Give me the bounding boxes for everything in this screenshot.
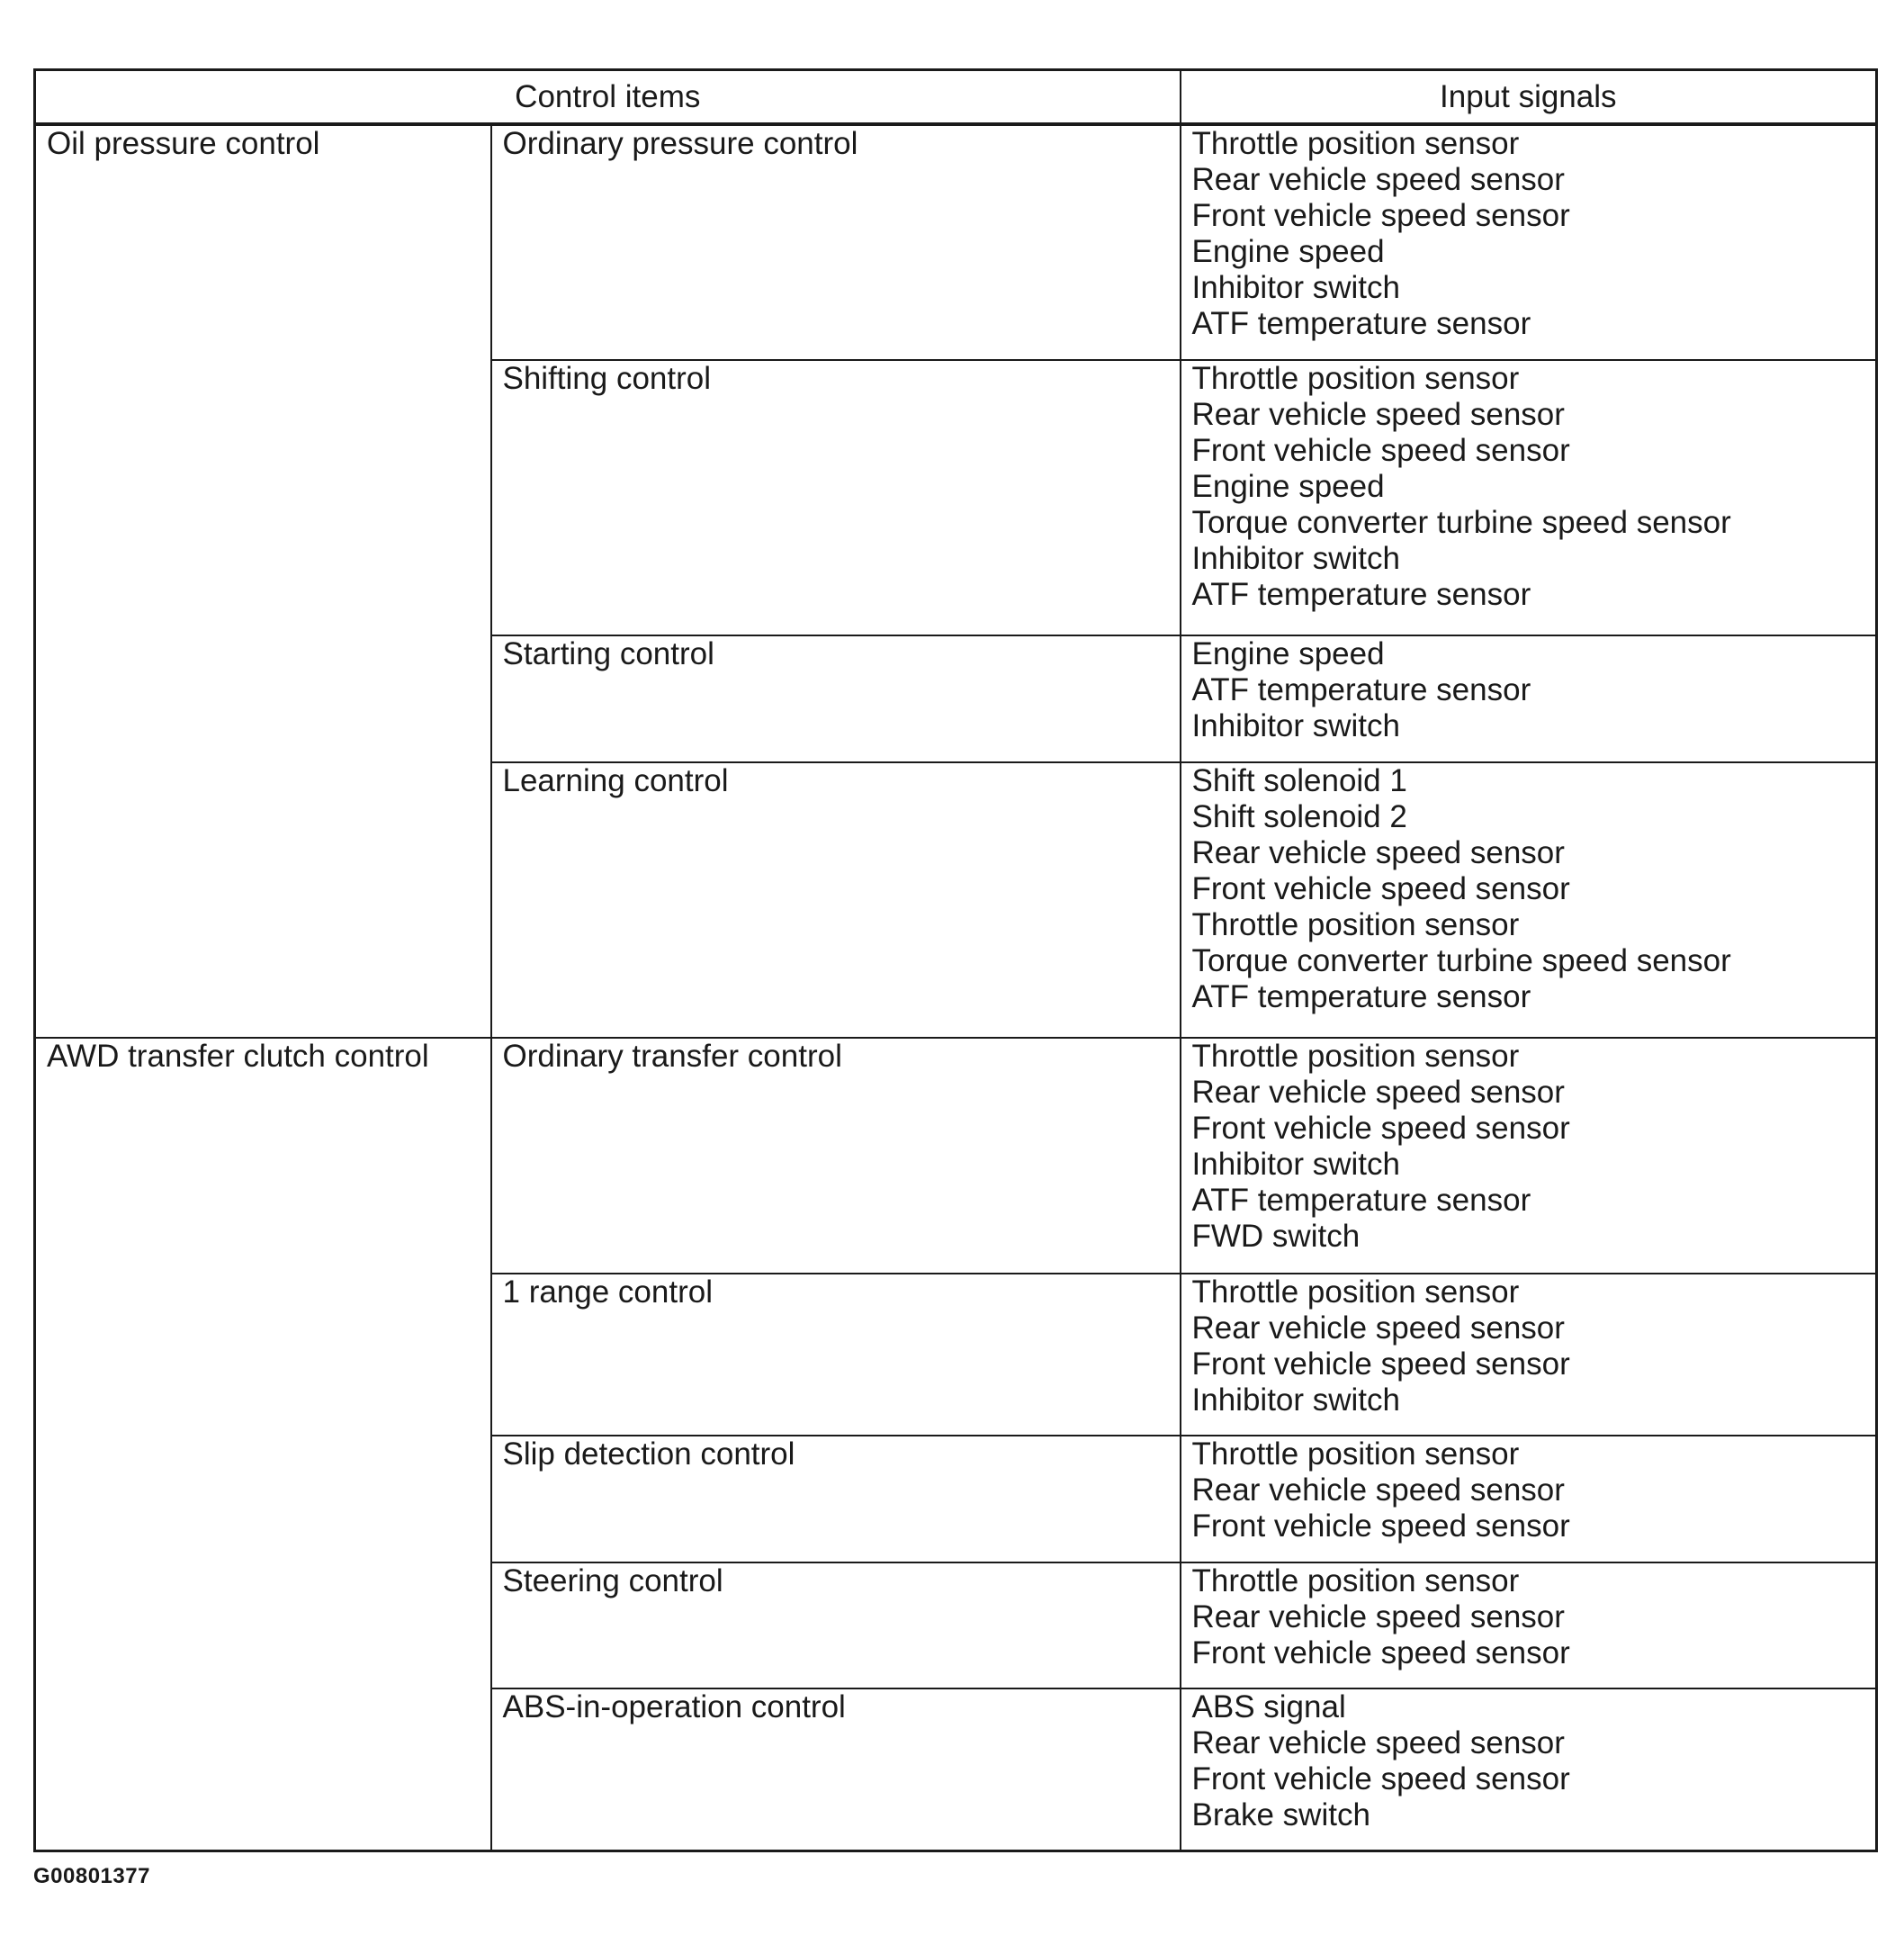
- input-signals-cell: [1181, 360, 1877, 635]
- control-signals-table: [33, 68, 1878, 1852]
- input-signals-cell: [1181, 762, 1877, 1038]
- input-signal: Throttle position sensor: [1191, 1563, 1520, 1598]
- table-row: [35, 1038, 1877, 1274]
- control-item-cell: Slip detection control: [491, 1436, 1181, 1562]
- input-signal: Engine speed: [1191, 234, 1385, 269]
- input-signal: Throttle position sensor: [1191, 1274, 1520, 1310]
- control-group-cell: Oil pressure control: [35, 124, 491, 1038]
- input-signals-cell: [1181, 635, 1877, 762]
- input-signals-cell: [1181, 1436, 1877, 1562]
- input-signal: ATF temperature sensor: [1191, 577, 1531, 612]
- control-item-cell: Starting control: [491, 635, 1181, 762]
- control-item-cell: Ordinary pressure control: [491, 124, 1181, 360]
- input-signal: Front vehicle speed sensor: [1191, 1346, 1570, 1382]
- input-signal: ATF temperature sensor: [1191, 1183, 1531, 1218]
- table-body: [35, 124, 1877, 1850]
- input-signal: Rear vehicle speed sensor: [1191, 397, 1565, 432]
- input-signals-cell: [1181, 1274, 1877, 1436]
- input-signal: Throttle position sensor: [1191, 1039, 1520, 1074]
- input-signal: Engine speed: [1191, 469, 1385, 504]
- input-signal: Shift solenoid 1: [1191, 763, 1407, 798]
- control-item-cell: 1 range control: [491, 1274, 1181, 1436]
- table-header-row: [35, 70, 1877, 125]
- control-group-cell: AWD transfer clutch control: [35, 1038, 491, 1850]
- control-item-cell: Learning control: [491, 762, 1181, 1038]
- input-signal: Inhibitor switch: [1191, 270, 1400, 305]
- input-signal: ATF temperature sensor: [1191, 306, 1531, 341]
- input-signal: Throttle position sensor: [1191, 126, 1520, 161]
- input-signal: Front vehicle speed sensor: [1191, 198, 1570, 233]
- input-signal: Shift solenoid 2: [1191, 799, 1407, 834]
- input-signal: Rear vehicle speed sensor: [1191, 1075, 1565, 1110]
- input-signal: Rear vehicle speed sensor: [1191, 1472, 1565, 1508]
- input-signals-cell: [1181, 1688, 1877, 1850]
- input-signal: Throttle position sensor: [1191, 361, 1520, 396]
- header-control-items: Control items: [35, 70, 1181, 125]
- input-signal: Rear vehicle speed sensor: [1191, 162, 1565, 197]
- input-signal: Inhibitor switch: [1191, 1382, 1400, 1418]
- input-signals-cell: [1181, 1038, 1877, 1274]
- input-signals-cell: [1181, 1562, 1877, 1688]
- input-signal: Rear vehicle speed sensor: [1191, 1725, 1565, 1760]
- input-signal: Front vehicle speed sensor: [1191, 1761, 1570, 1796]
- control-item-cell: Shifting control: [491, 360, 1181, 635]
- input-signal: ATF temperature sensor: [1191, 979, 1531, 1014]
- input-signal: Brake switch: [1191, 1797, 1370, 1832]
- control-item-cell: ABS-in-operation control: [491, 1688, 1181, 1850]
- input-signal: Rear vehicle speed sensor: [1191, 835, 1565, 870]
- input-signal: Throttle position sensor: [1191, 907, 1520, 942]
- input-signal: Front vehicle speed sensor: [1191, 1635, 1570, 1670]
- header-input-signals: Input signals: [1181, 70, 1877, 125]
- input-signal: Inhibitor switch: [1191, 708, 1400, 743]
- input-signal: ATF temperature sensor: [1191, 672, 1531, 707]
- input-signal: Front vehicle speed sensor: [1191, 433, 1570, 468]
- input-signal: Rear vehicle speed sensor: [1191, 1310, 1565, 1346]
- input-signal: Front vehicle speed sensor: [1191, 1111, 1570, 1146]
- input-signals-cell: [1181, 124, 1877, 360]
- input-signal: Torque converter turbine speed sensor: [1191, 943, 1731, 978]
- input-signal: Engine speed: [1191, 636, 1385, 671]
- input-signal: Inhibitor switch: [1191, 541, 1400, 576]
- input-signal: Front vehicle speed sensor: [1191, 871, 1570, 906]
- table-row: [35, 124, 1877, 360]
- control-item-cell: Ordinary transfer control: [491, 1038, 1181, 1274]
- input-signal: ABS signal: [1191, 1689, 1346, 1724]
- figure-id: G00801377: [33, 1864, 150, 1888]
- control-item-cell: Steering control: [491, 1562, 1181, 1688]
- input-signal: Inhibitor switch: [1191, 1147, 1400, 1182]
- input-signal: FWD switch: [1191, 1219, 1361, 1254]
- input-signal: Rear vehicle speed sensor: [1191, 1599, 1565, 1634]
- input-signal: Throttle position sensor: [1191, 1436, 1520, 1472]
- input-signal: Front vehicle speed sensor: [1191, 1508, 1570, 1544]
- input-signal: Torque converter turbine speed sensor: [1191, 505, 1731, 540]
